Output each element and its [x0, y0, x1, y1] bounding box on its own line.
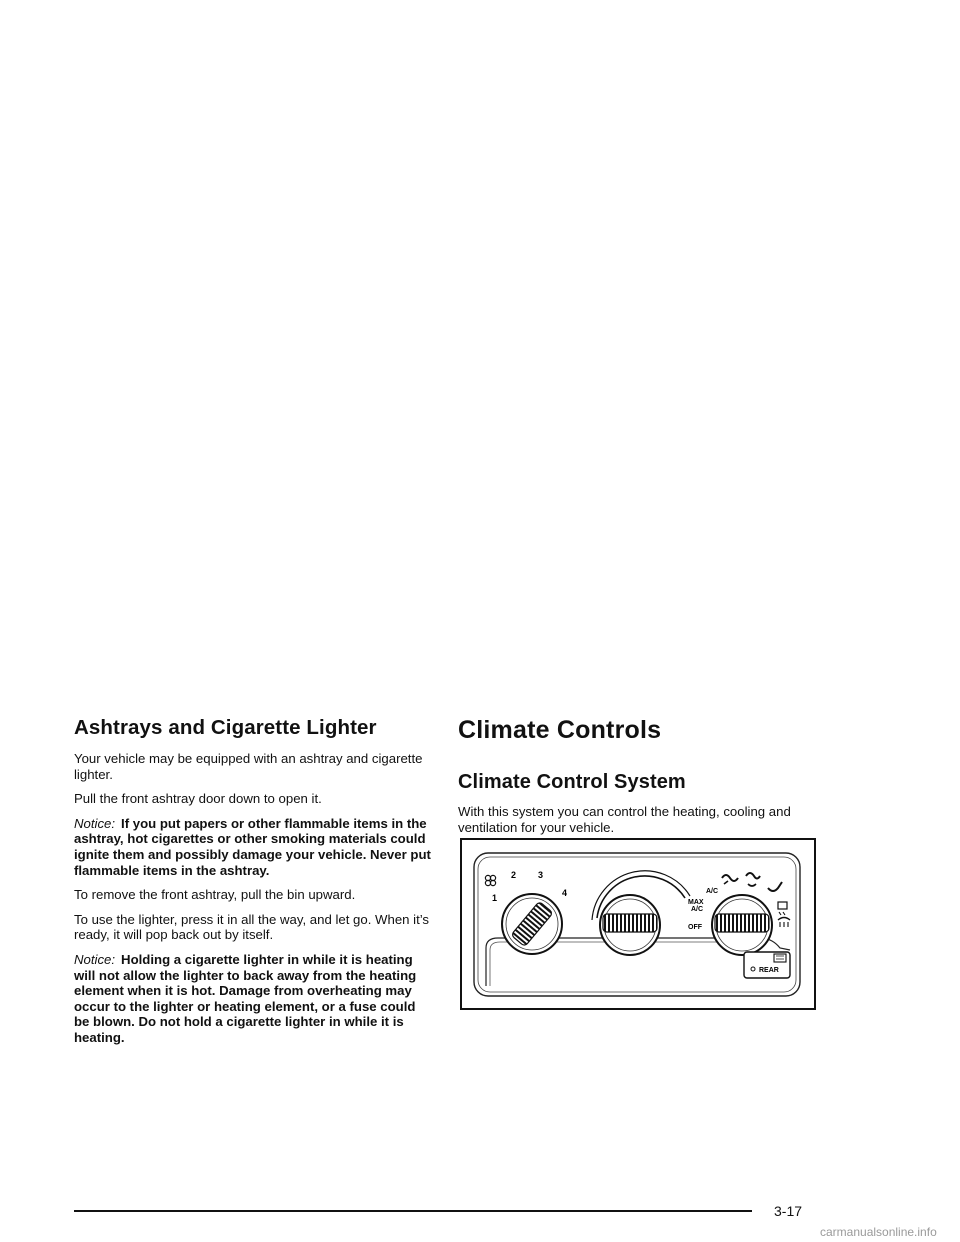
- paragraph: Pull the front ashtray door down to open it.: [74, 791, 322, 807]
- notice-block: [74, 952, 432, 1046]
- rear-defrost-label: REAR: [759, 967, 779, 974]
- notice-text: Holding a cigarette lighter in while it is heating will not allow the lighter to back away from the heating element when it is hot. Damage from overheating may occur to the lighter or heating element, or a fuse could be blown. Do not hold a cigarette lighter in while it is heating.: [74, 951, 417, 1045]
- chapter-heading: Climate Controls: [458, 716, 662, 744]
- paragraph: To use the lighter, press it in all the way, and let go. When it’s ready, it will pop back out by itself.: [74, 911, 430, 943]
- paragraph: To remove the front ashtray, pull the bin upward.: [74, 887, 356, 903]
- right-column: [458, 716, 818, 844]
- left-column: [74, 716, 432, 1055]
- mode-knob: [712, 895, 772, 955]
- fan-speed-label-2: 2: [511, 870, 517, 880]
- notice-label: Notice:: [74, 951, 116, 967]
- notice-label: Notice:: [74, 815, 116, 831]
- paragraph: With this system you can control the heating, cooling and ventilation for your vehicle.: [458, 804, 791, 835]
- page-number: 3-17: [774, 1203, 803, 1219]
- mode-label-max-ac: A/C: [691, 906, 704, 913]
- footer-rule: [74, 1210, 752, 1212]
- fan-speed-label-3: 3: [538, 870, 544, 880]
- section-heading-ashtrays: Ashtrays and Cigarette Lighter: [74, 716, 377, 739]
- climate-panel-svg: [460, 838, 816, 1010]
- fan-speed-knob: [502, 894, 562, 954]
- climate-control-panel-illustration: [460, 838, 816, 1010]
- mode-label-off: OFF: [688, 924, 702, 931]
- fan-speed-label-4: 4: [562, 888, 568, 898]
- fan-speed-label-1: 1: [492, 893, 498, 903]
- notice-text: If you put papers or other flammable items in the ashtray, hot cigarettes or other smoking materials could ignite them and possibly damage your vehicle. Never put flammable items in the ashtray.: [74, 815, 431, 878]
- watermark: carmanualsonline.info: [820, 1225, 937, 1239]
- subsection-heading: Climate Control System: [458, 771, 686, 793]
- mode-label-ac: A/C: [706, 888, 719, 895]
- rear-defrost-button: [744, 952, 790, 978]
- notice-block: [74, 816, 432, 878]
- paragraph: Your vehicle may be equipped with an ashtray and cigarette lighter.: [74, 751, 423, 782]
- mode-label-max: MAX: [688, 899, 704, 906]
